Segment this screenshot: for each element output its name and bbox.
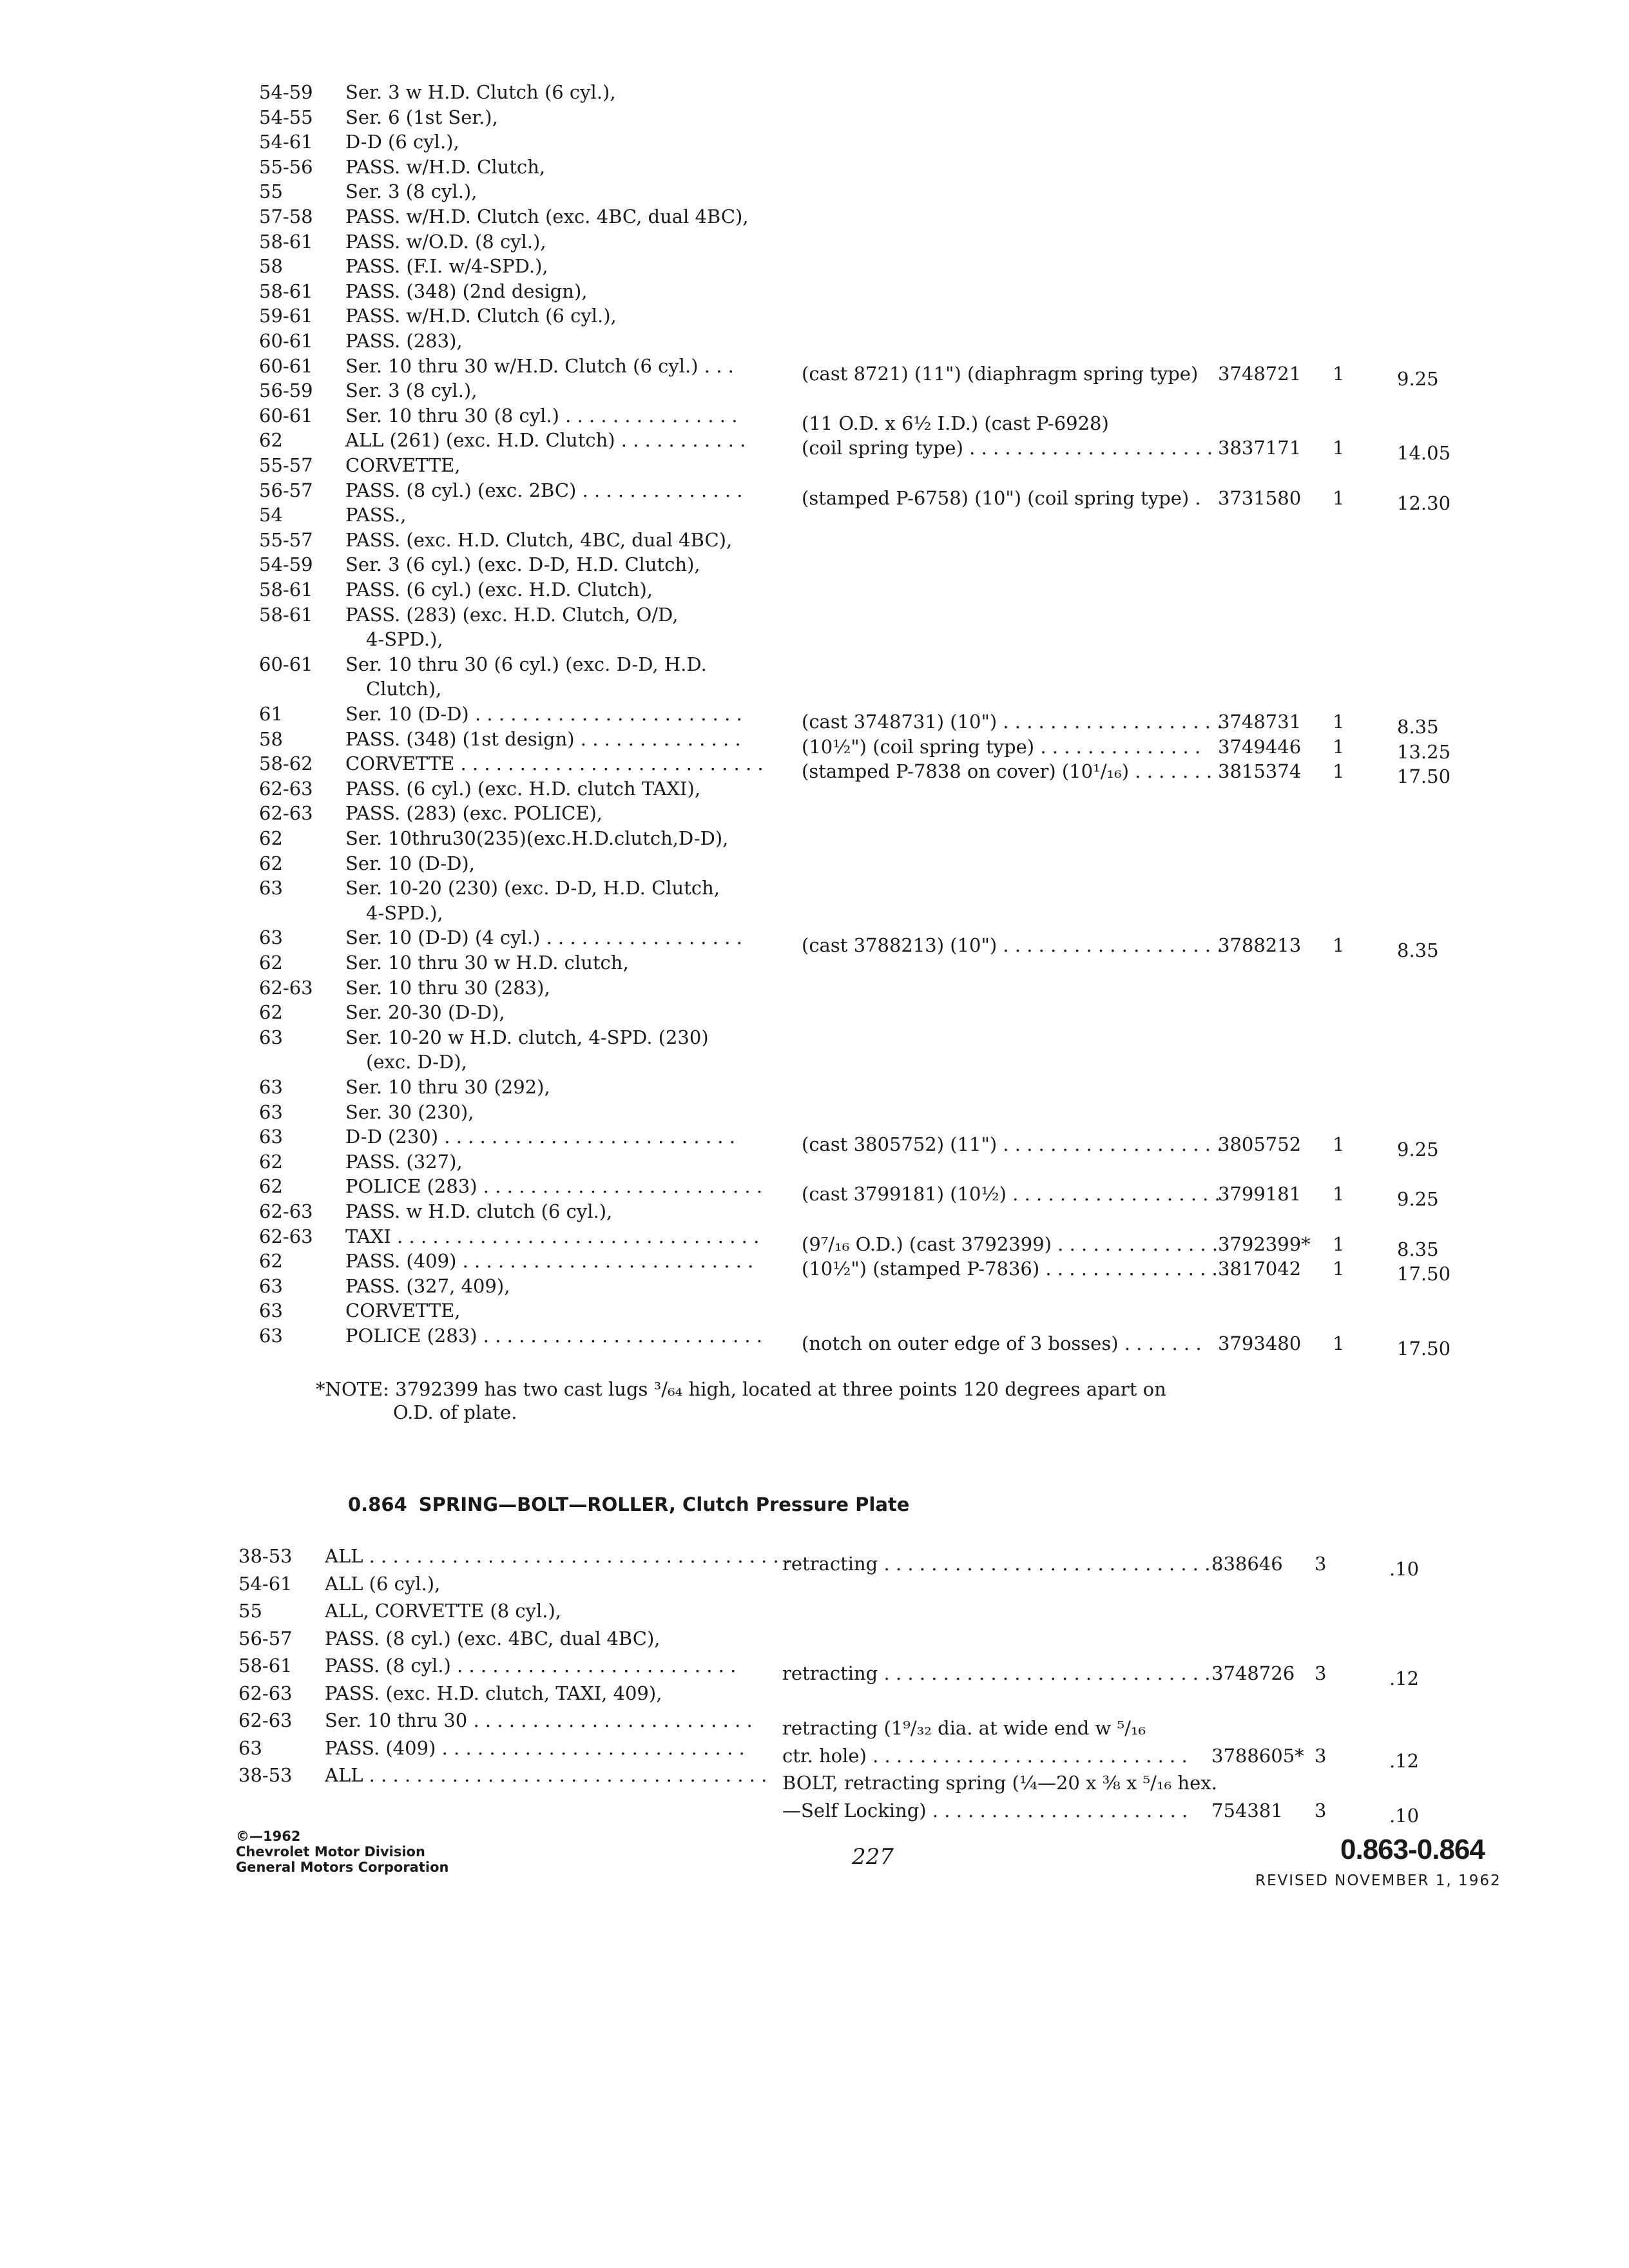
quantity: 1: [1333, 1183, 1345, 1206]
application: PASS. (348) (1st design) . . . . . . . . . . . . . .: [345, 727, 741, 750]
page-number: 227: [852, 1844, 894, 1870]
part-number: 3788605*: [1211, 1744, 1304, 1767]
section-number: 0.864: [348, 1494, 407, 1515]
quantity: 1: [1333, 486, 1345, 509]
part-description: (cast 3788213) (10") . . . . . . . . . . . . . . . . . . .: [802, 934, 1223, 957]
quantity: 1: [1333, 711, 1345, 733]
quantity: 1: [1333, 735, 1345, 758]
revised-date: REVISED NOVEMBER 1, 1962: [1255, 1872, 1501, 1889]
quantity: 3: [1315, 1799, 1327, 1821]
part-description: (10½") (stamped P-7836) . . . . . . . . . . . . . . . .: [802, 1258, 1230, 1280]
application: Ser. 10 (D-D) (4 cyl.) . . . . . . . . . . . . . . . . .: [345, 927, 742, 949]
part-number: 3792399*: [1218, 1233, 1311, 1255]
part-description: retracting . . . . . . . . . . . . . . . . . . . . . . . . . . . . .: [782, 1553, 1222, 1575]
application: PASS. (327, 409),: [345, 1274, 510, 1297]
application: Ser. 3 (8 cyl.),: [345, 180, 477, 203]
part-description: ctr. hole) . . . . . . . . . . . . . . . . . . . . . . . . . . .: [782, 1744, 1188, 1767]
year-range: 59-61: [259, 305, 313, 327]
application: TAXI . . . . . . . . . . . . . . . . . . . . . . . . . . . . . . .: [345, 1225, 760, 1247]
application: 4-SPD.),: [366, 628, 443, 651]
list-price: 14.05: [1397, 442, 1451, 465]
list-price: 8.35: [1397, 939, 1439, 962]
year-range: 63: [259, 1300, 283, 1322]
application: ALL (261) (exc. H.D. Clutch) . . . . . . . . . . .: [345, 429, 746, 452]
year-range: 62-63: [259, 777, 313, 800]
part-description: BOLT, retracting spring (¼—20 x ⅜ x ⁵/₁₆ hex.: [782, 1772, 1217, 1794]
section-subtitle: , Clutch Pressure Plate: [668, 1494, 910, 1515]
part-description: (10½") (coil spring type) . . . . . . . . . . . . . .: [802, 735, 1201, 758]
application: (exc. D-D),: [366, 1051, 467, 1073]
list-price: .12: [1389, 1667, 1420, 1689]
list-price: 12.30: [1397, 492, 1451, 514]
application: Ser. 3 (8 cyl.),: [345, 380, 477, 402]
part-description: (stamped P-7838 on cover) (10¹/₁₆) . . . . . . .: [802, 760, 1213, 783]
year-range: 62: [259, 952, 283, 974]
application: PASS. (exc. H.D. clutch, TAXI, 409),: [325, 1682, 662, 1704]
application: Ser. 10 thru 30 (283),: [345, 976, 550, 999]
list-price: 9.25: [1397, 1139, 1439, 1161]
year-range: 54-55: [259, 106, 313, 128]
part-description: (9⁷/₁₆ O.D.) (cast 3792399) . . . . . . . . . . . . . .: [802, 1233, 1219, 1255]
year-range: 60-61: [259, 404, 313, 427]
year-range: 62: [259, 429, 283, 452]
year-range: 62: [259, 827, 283, 849]
part-description: (cast 3799181) (10½) . . . . . . . . . . . . . . . . . .: [802, 1183, 1220, 1206]
year-range: 62: [259, 1175, 283, 1198]
application: ALL . . . . . . . . . . . . . . . . . . . . . . . . . . . . . . . . . .: [325, 1764, 767, 1786]
application: Ser. 10 thru 30 w/H.D. Clutch (6 cyl.) . . .: [345, 354, 734, 377]
part-number: 838646: [1211, 1553, 1283, 1575]
application: PASS. (6 cyl.) (exc. H.D. clutch TAXI),: [345, 777, 701, 800]
section-title: SPRING—BOLT—ROLLER: [418, 1494, 669, 1515]
part-description: —Self Locking) . . . . . . . . . . . . . . . . . . . . . .: [782, 1799, 1188, 1821]
application: PASS. (327),: [345, 1150, 463, 1173]
year-range: 62: [259, 1001, 283, 1024]
part-description: retracting . . . . . . . . . . . . . . . . . . . . . . . . . . . . .: [782, 1662, 1222, 1684]
quantity: 1: [1333, 362, 1345, 385]
list-price: 8.35: [1397, 1238, 1439, 1260]
year-range: 58-61: [259, 579, 313, 601]
year-range: 55-57: [259, 454, 313, 476]
application: Ser. 10 (D-D) . . . . . . . . . . . . . . . . . . . . . . .: [345, 703, 742, 725]
quantity: 1: [1333, 1133, 1345, 1156]
application: Ser. 10 thru 30 (6 cyl.) (exc. D-D, H.D.: [345, 653, 707, 675]
year-range: 60-61: [259, 330, 313, 352]
year-range: 62-63: [259, 802, 313, 825]
year-range: 63: [238, 1736, 262, 1759]
year-range: 38-53: [238, 1545, 293, 1567]
application: Ser. 10-20 (230) (exc. D-D, H.D. Clutch,: [345, 877, 720, 899]
application: Ser. 10 thru 30 (8 cyl.) . . . . . . . . . . . . . . .: [345, 404, 738, 427]
year-range: 55-57: [259, 528, 313, 551]
footnote-line-2: O.D. of plate.: [393, 1401, 517, 1423]
year-range: 62: [259, 852, 283, 874]
list-price: 9.25: [1397, 367, 1439, 390]
year-range: 62-63: [259, 976, 313, 999]
application: D-D (230) . . . . . . . . . . . . . . . . . . . . . . . . .: [345, 1126, 735, 1148]
list-price: 17.50: [1397, 765, 1451, 788]
part-description: (cast 3805752) (11") . . . . . . . . . . . . . . . . . . .: [802, 1133, 1223, 1156]
application: PASS.,: [345, 504, 407, 526]
application: ALL (6 cyl.),: [325, 1572, 441, 1595]
year-range: 58-61: [238, 1655, 293, 1677]
year-range: 63: [259, 1100, 283, 1123]
quantity: 1: [1333, 760, 1345, 783]
year-range: 58-61: [259, 280, 313, 302]
year-range: 63: [259, 1325, 283, 1347]
quantity: 1: [1333, 1332, 1345, 1354]
year-range: 54-59: [259, 81, 313, 103]
quantity: 1: [1333, 1233, 1345, 1255]
year-range: 61: [259, 703, 283, 725]
application: Ser. 3 (6 cyl.) (exc. D-D, H.D. Clutch),: [345, 553, 700, 576]
part-number: 3799181: [1218, 1183, 1302, 1206]
list-price: .10: [1389, 1558, 1420, 1580]
application: Ser. 10thru30(235)(exc.H.D.clutch,D-D),: [345, 827, 729, 849]
part-number: 3788213: [1218, 934, 1302, 957]
year-range: 63: [259, 1126, 283, 1148]
part-description: (coil spring type) . . . . . . . . . . . . . . . . . . . . .: [802, 437, 1213, 459]
year-range: 58-62: [259, 753, 313, 775]
application: PASS. (6 cyl.) (exc. H.D. Clutch),: [345, 579, 653, 601]
part-description: (cast 3748731) (10") . . . . . . . . . . . . . . . . . . .: [802, 711, 1223, 733]
application: POLICE (283) . . . . . . . . . . . . . . . . . . . . . . . .: [345, 1325, 763, 1347]
year-range: 58: [259, 255, 283, 278]
division: Chevrolet Motor Division: [236, 1844, 425, 1860]
application: PASS. (283) (exc. H.D. Clutch, O/D,: [345, 603, 679, 626]
corporation: General Motors Corporation: [236, 1860, 449, 1875]
footnote-line-1: *NOTE: 3792399 has two cast lugs ³/₆₄ high, located at three points 120 degrees apart on: [316, 1378, 1166, 1400]
year-range: 56-59: [259, 380, 313, 402]
year-range: 54-61: [259, 131, 313, 153]
application: PASS. (409) . . . . . . . . . . . . . . . . . . . . . . . . . .: [325, 1736, 745, 1759]
quantity: 1: [1333, 437, 1345, 459]
year-range: 62: [259, 1150, 283, 1173]
application: PASS. (8 cyl.) (exc. 4BC, dual 4BC),: [325, 1627, 660, 1649]
part-number: 3731580: [1218, 486, 1302, 509]
year-range: 57-58: [259, 206, 313, 227]
year-range: 58-61: [259, 230, 313, 253]
quantity: 1: [1333, 934, 1345, 957]
application: Ser. 10 thru 30 (292),: [345, 1076, 550, 1098]
year-range: 54-59: [259, 553, 313, 576]
list-price: 8.35: [1397, 716, 1439, 738]
year-range: 60-61: [259, 653, 313, 675]
application: Ser. 3 w H.D. Clutch (6 cyl.),: [345, 81, 616, 103]
quantity: 3: [1315, 1662, 1327, 1684]
year-range: 55-56: [259, 155, 313, 178]
list-price: 17.50: [1397, 1338, 1451, 1360]
year-range: 62-63: [238, 1709, 293, 1731]
part-number: 3793480: [1218, 1332, 1302, 1354]
part-description: (cast 8721) (11") (diaphragm spring type): [802, 362, 1199, 385]
list-price: .10: [1389, 1804, 1420, 1827]
application: PASS. (348) (2nd design),: [345, 280, 588, 302]
part-number: 3815374: [1218, 760, 1302, 783]
year-range: 63: [259, 877, 283, 899]
group-number: 0.863-0.864: [1340, 1834, 1485, 1865]
application: PASS. w/H.D. Clutch (6 cyl.),: [345, 305, 617, 327]
application: Ser. 10 (D-D),: [345, 852, 475, 874]
year-range: 62-63: [238, 1682, 293, 1704]
year-range: 38-53: [238, 1764, 293, 1786]
quantity: 3: [1315, 1553, 1327, 1575]
part-number: 3748726: [1211, 1662, 1295, 1684]
section-heading-0-864: [348, 1494, 909, 1515]
application: Clutch),: [366, 678, 442, 700]
list-price: 13.25: [1397, 740, 1451, 763]
application: ALL, CORVETTE (8 cyl.),: [325, 1600, 562, 1622]
application: 4-SPD.),: [366, 901, 443, 924]
application: CORVETTE,: [345, 1300, 461, 1322]
application: D-D (6 cyl.),: [345, 131, 459, 153]
year-range: 62-63: [259, 1225, 313, 1247]
year-range: 56-57: [238, 1627, 293, 1649]
application: Ser. 10-20 w H.D. clutch, 4-SPD. (230): [345, 1026, 709, 1048]
application: PASS. w/O.D. (8 cyl.),: [345, 230, 546, 253]
part-description: (notch on outer edge of 3 bosses) . . . . . . .: [802, 1332, 1202, 1354]
year-range: 63: [259, 1274, 283, 1297]
part-number: 3837171: [1218, 437, 1302, 459]
application: PASS. (F.I. w/4-SPD.),: [345, 255, 548, 278]
application: PASS. (8 cyl.) (exc. 2BC) . . . . . . . . . . . . . .: [345, 479, 743, 501]
part-description: retracting (1⁹/₃₂ dia. at wide end w ⁵/₁₆: [782, 1717, 1146, 1739]
quantity: 1: [1333, 1258, 1345, 1280]
year-range: 60-61: [259, 354, 313, 377]
application: Ser. 10 thru 30 w H.D. clutch,: [345, 952, 629, 974]
part-number: 3817042: [1218, 1258, 1302, 1280]
year-range: 54-61: [238, 1572, 293, 1595]
part-description: (stamped P-6758) (10") (coil spring type) .: [802, 486, 1201, 509]
application: PASS. w/H.D. Clutch,: [345, 155, 546, 178]
year-range: 63: [259, 1026, 283, 1048]
footer-credits: [236, 1829, 448, 1875]
application: PASS. (8 cyl.) . . . . . . . . . . . . . . . . . . . . . . . .: [325, 1655, 737, 1677]
application: PASS. w/H.D. Clutch (exc. 4BC, dual 4BC),: [345, 206, 749, 227]
quantity: 3: [1315, 1744, 1327, 1767]
year-range: 58: [259, 727, 283, 750]
part-number: 3748731: [1218, 711, 1302, 733]
application: PASS. w H.D. clutch (6 cyl.),: [345, 1200, 613, 1222]
part-number: 3748721: [1218, 362, 1302, 385]
year-range: 62-63: [259, 1200, 313, 1222]
part-description: (11 O.D. x 6½ I.D.) (cast P-6928): [802, 412, 1109, 434]
year-range: 62: [259, 1250, 283, 1273]
year-range: 58-61: [259, 603, 313, 626]
year-range: 63: [259, 1076, 283, 1098]
application: ALL . . . . . . . . . . . . . . . . . . . . . . . . . . . . . . . . . . . .: [325, 1545, 791, 1567]
application: Ser. 6 (1st Ser.),: [345, 106, 498, 128]
application: PASS. (409) . . . . . . . . . . . . . . . . . . . . . . . . .: [345, 1250, 754, 1273]
application: POLICE (283) . . . . . . . . . . . . . . . . . . . . . . . .: [345, 1175, 763, 1198]
application: PASS. (283),: [345, 330, 463, 352]
footnote: [316, 1378, 1166, 1424]
part-number: 754381: [1211, 1799, 1283, 1821]
list-price: 9.25: [1397, 1188, 1439, 1211]
list-price: 17.50: [1397, 1263, 1451, 1285]
year-range: 55: [238, 1600, 262, 1622]
application: Ser. 10 thru 30 . . . . . . . . . . . . . . . . . . . . . . . .: [325, 1709, 753, 1731]
year-range: 54: [259, 504, 283, 526]
application: CORVETTE . . . . . . . . . . . . . . . . . . . . . . . . . .: [345, 753, 764, 775]
year-range: 63: [259, 927, 283, 949]
part-number: 3805752: [1218, 1133, 1302, 1156]
application: CORVETTE,: [345, 454, 461, 476]
year-range: 56-57: [259, 479, 313, 501]
part-number: 3749446: [1218, 735, 1302, 758]
copyright: ©—1962: [236, 1829, 301, 1844]
application: Ser. 30 (230),: [345, 1100, 474, 1123]
list-price: .12: [1389, 1749, 1420, 1772]
application: PASS. (exc. H.D. Clutch, 4BC, dual 4BC),: [345, 528, 733, 551]
year-range: 55: [259, 180, 283, 203]
application: PASS. (283) (exc. POLICE),: [345, 802, 603, 825]
application: Ser. 20-30 (D-D),: [345, 1001, 505, 1024]
